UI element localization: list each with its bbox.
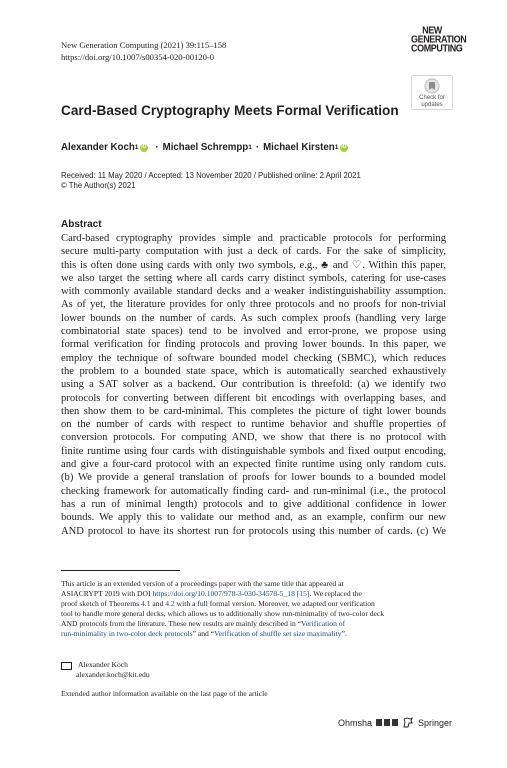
abstract-line: using a SAT solver as a backend. Our contribution is threefold: (a) we identify two — [61, 379, 446, 391]
section-link[interactable]: Verification of shuffle set size maximality — [214, 629, 342, 638]
abstract-line: this is often done using cards with only two symbols, e.g., ♣ and ♡. Within this paper, — [61, 259, 446, 271]
orcid-icon[interactable] — [340, 144, 348, 152]
orcid-icon[interactable] — [140, 144, 148, 152]
springer-logo: Springer — [418, 717, 453, 728]
springer-horse-icon — [402, 717, 414, 728]
abstract-line: on the number of cards with respect to runtime behavior and shuffle properties of — [61, 419, 446, 431]
abstract-line: protocols for converting between different bit encodings with overlapping bases, and — [61, 392, 446, 404]
abstract-body — [61, 232, 446, 538]
footnote: This article is an extended version of a proceedings paper with the same title that appeared at ASIACRYPT 2019 with DOI https://doi.org/10.1007/978-3-030-34578-5_18 [15]. We replaced the proof sketch of Theorems 4.1 and 4.2 with a full formal version. Moreover, we adapted our verification tool to handle more general decks, which allows us to additionally show run-minimality of two-color deck AND protocols from the literature. These new results are mainly described in “Verification of run-minimality in two-color deck protocols” and “Verification of shuffle set size maximality”. — [61, 579, 385, 638]
author-name: Alexander Koch — [61, 142, 135, 153]
abstract-line: As of yet, the literature provides for only three protocols and no proofs for non-trivial — [61, 299, 446, 311]
doi-link[interactable]: https://doi.org/10.1007/s00354-020-00120-0 — [61, 51, 215, 62]
author-list: Alexander Koch 1 iD · Michael Schrempp 1 · Michael Kirsten 1 iD — [61, 142, 351, 153]
abstract-line: and give a four-card protocol with an expected finite runtime using only random cuts. — [61, 459, 446, 471]
theorem-link[interactable]: 4.1 — [141, 599, 151, 608]
footnote-divider — [61, 570, 180, 571]
doi-reference-link[interactable]: https://doi.org/10.1007/978-3-030-34578-5_18 — [152, 589, 295, 598]
abstract-line: combinatorial state spaces) tend to be involved and error-prone, we propose using — [61, 326, 446, 338]
abstract-line: we also target the setting where all cards carry distinct symbols, catering for use-cases — [61, 272, 446, 284]
author-name: Michael Kirsten — [263, 142, 335, 153]
ohmsha-logo: Ohmsha — [338, 717, 373, 728]
extended-info-note: Extended author information available on the last page of the article — [61, 689, 268, 698]
abstract-line: checking framework for automatically finding card- and run-minimal (i.e., the protocol — [61, 485, 446, 497]
paper-title: Card-Based Cryptography Meets Formal Verification — [61, 103, 399, 118]
abstract-line: employ the technique of software bounded model checking (SBMC), which reduces — [61, 352, 446, 364]
contact-name: Alexander Koch — [78, 660, 128, 669]
corresponding-author — [61, 660, 150, 680]
ohmsha-mark-icon — [376, 718, 398, 727]
abstract-line: (b) We provide a general translation of proofs for lower bounds to a bounded model — [61, 472, 446, 484]
publisher-logos — [338, 717, 452, 728]
abstract-line: Card-based cryptography provides simple and practicable protocols for performing — [61, 233, 446, 244]
check-for-updates-button[interactable]: Check for updates — [411, 75, 453, 110]
abstract-line: has a run of minimal length) protocols and to give additional confidence in lower — [61, 498, 446, 510]
section-link[interactable]: Verification of — [301, 619, 346, 628]
abstract-line: with commonly available standard decks and a weaker indistinguishability assumption. — [61, 286, 446, 298]
publication-dates: Received: 11 May 2020 / Accepted: 13 November 2020 / Published online: 2 April 2021 © The Author(s) 2021 — [61, 171, 361, 190]
theorem-link[interactable]: 4.2 — [165, 599, 175, 608]
abstract-line: lower bounds on the number of cards. As such complex proofs (handling very large — [61, 312, 446, 324]
abstract-heading: Abstract — [61, 219, 102, 230]
contact-email[interactable]: alexander.koch@kit.edu — [76, 670, 150, 679]
envelope-icon — [61, 662, 72, 670]
abstract-line: then show them to be card-minimal. This completes the picture of tight lower bounds — [61, 405, 446, 417]
abstract-line: conversion protocols. For computing AND, we show that there is no protocol with — [61, 432, 446, 444]
author-name: Michael Schrempp — [162, 142, 249, 153]
journal-logo: NEW GENERATION COMPUTING — [411, 24, 467, 54]
abstract-line: finite runtime using four cards with distinguishable symbols and fixed output encoding, — [61, 445, 446, 457]
crossmark-icon — [424, 78, 440, 94]
abstract-line: the problem to a bounded state space, which is automatically searched exhaustively — [61, 365, 446, 377]
abstract-line: formal verification for finding protocols and proving lower bounds. In this paper, we — [61, 339, 446, 351]
copyright: © The Author(s) 2021 — [61, 181, 136, 190]
abstract-line: AND protocol to have its shortest run for protocols using this number of cards. (c) We — [61, 525, 446, 537]
citation-link[interactable]: [15] — [294, 589, 310, 598]
abstract-line: bounds. We apply this to validate our method and, as an example, confirm our new — [61, 512, 446, 524]
running-header — [61, 40, 226, 63]
abstract-line: secure multi-party computation with just a deck of cards. For the sake of simplicity, — [61, 246, 446, 258]
journal-citation: New Generation Computing (2021) 39:115–158 — [61, 40, 227, 50]
section-link[interactable]: run-minimality in two-color deck protocols — [61, 629, 193, 638]
